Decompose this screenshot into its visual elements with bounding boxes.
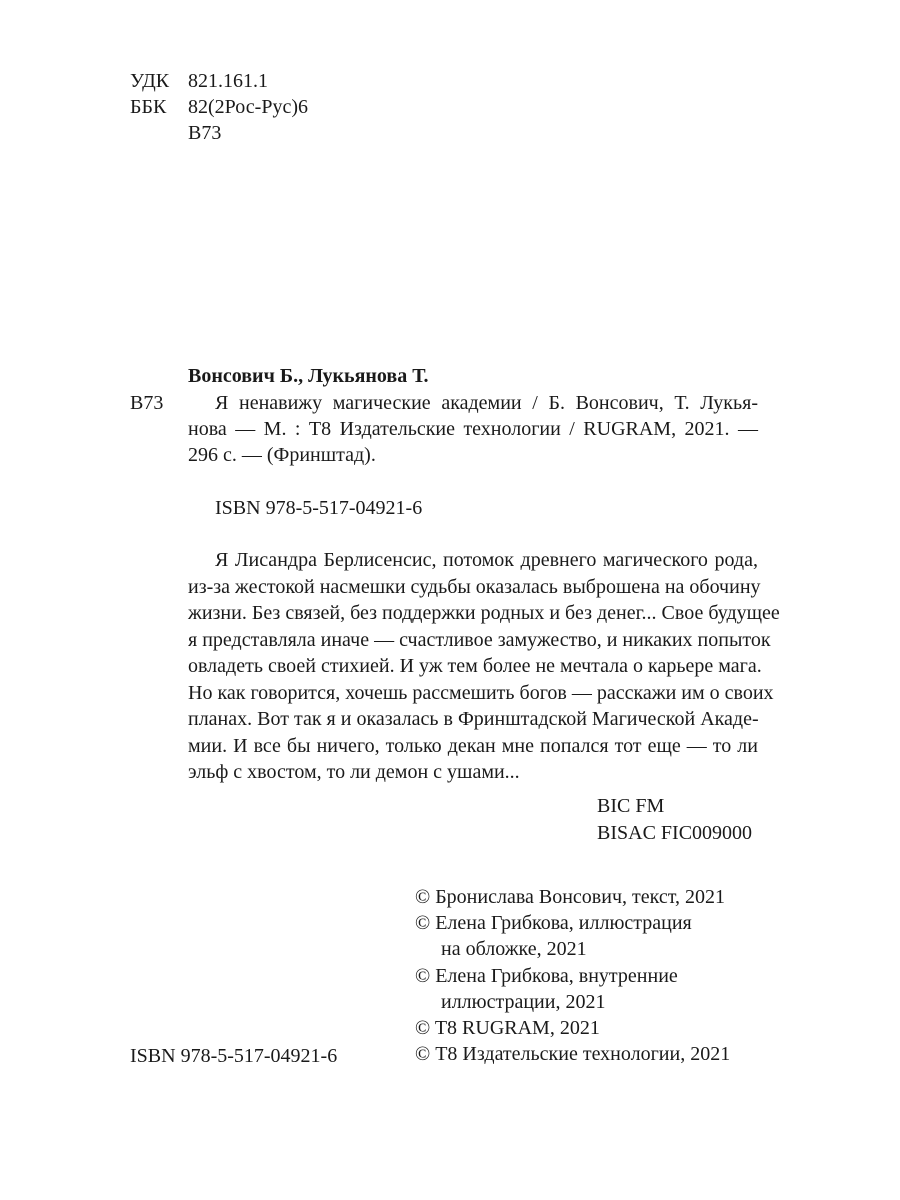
bbk-value: 82(2Рос-Рус)6 <box>188 96 308 118</box>
annotation-line: жизни. Без связей, без поддержки родных и без денег... Свое будущее <box>188 602 780 624</box>
author-mark-label <box>130 120 188 146</box>
bbk-row <box>130 94 308 120</box>
annotation-line: мии. И все бы ничего, только декан мне попался тот еще — то ли <box>188 734 758 757</box>
bbk-label: ББК <box>130 96 167 118</box>
annotation-line: овладеть своей стихией. И уж тем более не мечтала о карьере мага. <box>188 655 762 677</box>
entry-code: В73 <box>130 392 164 414</box>
copyright-line: © Елена Грибкова, внутренние <box>415 964 678 987</box>
bibliographic-description <box>188 390 758 468</box>
authors-heading: Вонсович Б., Лукьянова Т. <box>188 365 429 387</box>
udk-label: УДК <box>130 70 170 92</box>
bisac-code: BISAC FIC009000 <box>597 822 753 844</box>
bic-code: BIC FM <box>597 795 665 817</box>
udk-row <box>130 68 308 94</box>
bib-line: Я ненавижу магические академии / Б. Вонсович, Т. Лукья- <box>215 392 758 414</box>
annotation-line: эльф с хвостом, то ли демон с ушами... <box>188 761 520 783</box>
author-mark-row <box>130 120 308 146</box>
bottom-isbn: ISBN 978-5-517-04921-6 <box>130 1045 338 1067</box>
copyright-block <box>415 884 775 1067</box>
copyright-line: иллюстрации, 2021 <box>441 990 606 1013</box>
annotation-line: планах. Вот так я и оказалась в Фринштадской Магической Акаде- <box>188 708 759 730</box>
annotation-line: Но как говорится, хочешь рассмешить богов — расскажи им о своих <box>188 681 774 704</box>
copyright-line: © Т8 Издательские технологии, 2021 <box>415 1043 731 1066</box>
bib-line: нова — М. : Т8 Издательские технологии / RUGRAM, 2021. — <box>188 418 758 440</box>
bib-line: 296 с. — (Фринштад). <box>188 444 376 466</box>
classification-codes <box>130 68 308 146</box>
annotation-line: из-за жестокой насмешки судьбы оказалась выброшена на обочину <box>188 575 761 598</box>
annotation-line: я представляла иначе — счастливое замужество, и никаких попыток <box>188 628 771 651</box>
author-mark-value: В73 <box>188 122 222 144</box>
subject-classification <box>597 793 752 847</box>
annotation <box>188 547 780 786</box>
annotation-line: Я Лисандра Берлисенсис, потомок древнего магического рода, <box>215 549 758 571</box>
copyright-line: © Бронислава Вонсович, текст, 2021 <box>415 886 725 908</box>
copyright-line: на обложке, 2021 <box>441 938 587 961</box>
copyright-line: © T8 RUGRAM, 2021 <box>415 1016 600 1039</box>
copyright-line: © Елена Грибкова, иллюстрация <box>415 912 692 935</box>
udk-value: 821.161.1 <box>188 70 268 92</box>
entry-isbn: ISBN 978-5-517-04921-6 <box>215 497 423 519</box>
